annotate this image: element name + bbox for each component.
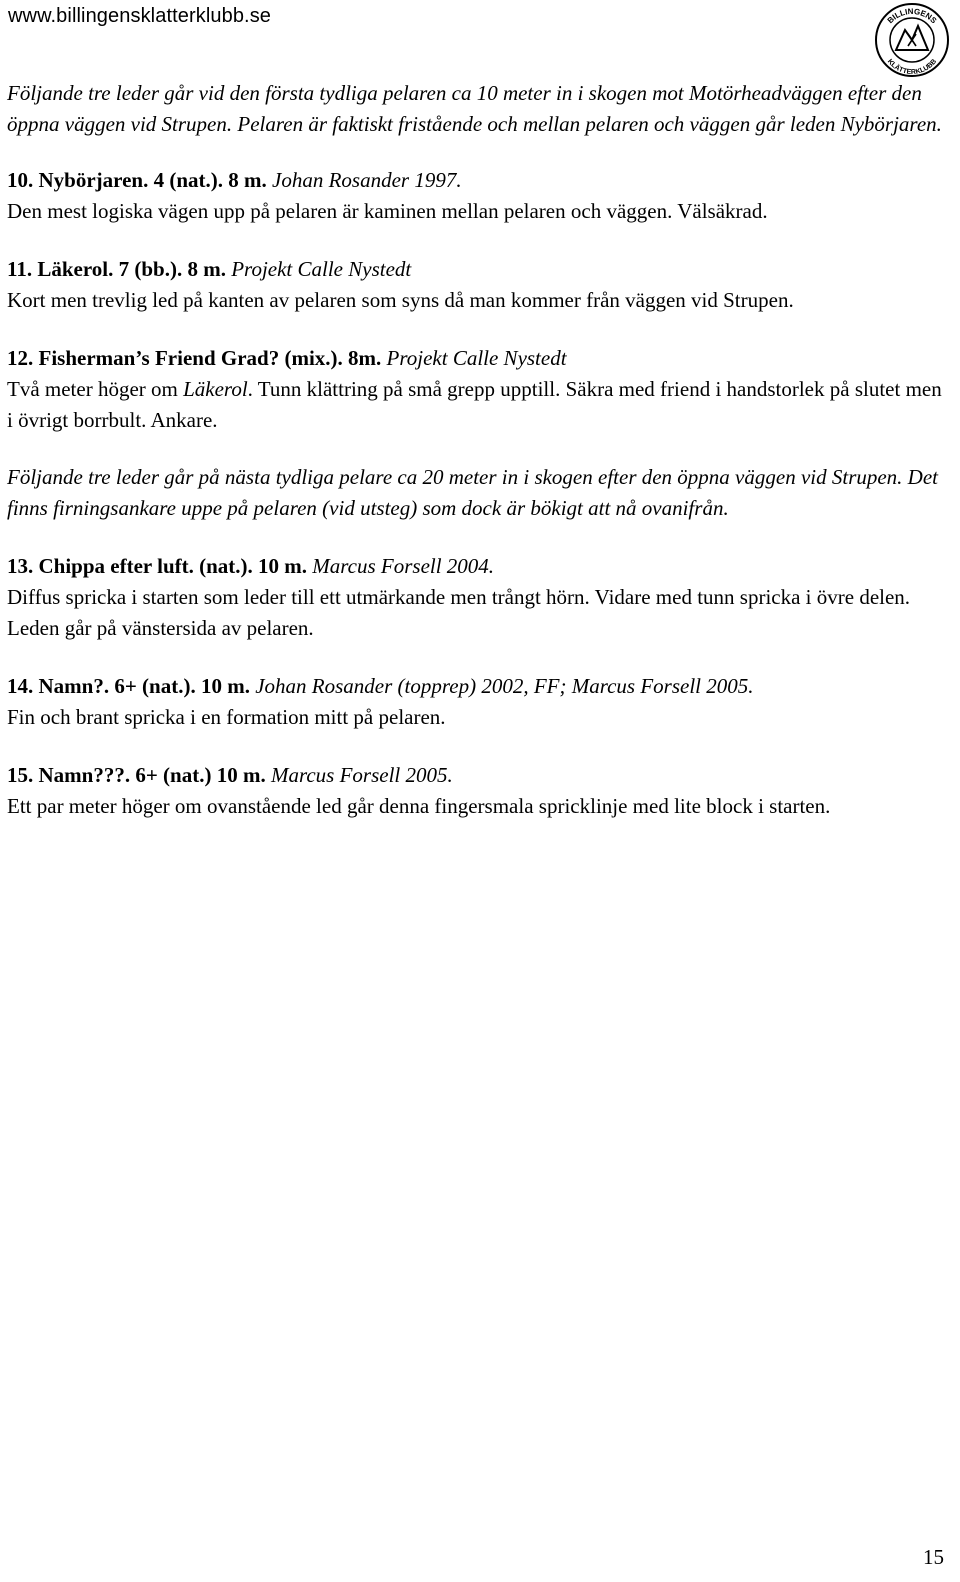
route-author: Johan Rosander (topprep) 2002, FF; Marcus Forsell 2005.	[255, 674, 754, 698]
document-body	[7, 78, 952, 822]
route-description	[7, 374, 952, 436]
route-description-text: Två meter höger om	[7, 377, 184, 401]
route-name: 10. Nybörjaren. 4 (nat.). 8 m.	[7, 168, 267, 192]
route-description: Kort men trevlig led på kanten av pelaren som syns då man kommer från väggen vid Strupen.	[7, 288, 794, 312]
route-description: Diffus spricka i starten som leder till ett utmärkande men trångt hörn. Vidare med tunn spricka i övre delen. Leden går på vänstersida av pelaren.	[7, 585, 911, 640]
route-header	[7, 165, 952, 196]
svg-text:KLÄTTERKLUBB	[886, 58, 938, 76]
route-description: Den mest logiska vägen upp på pelaren är kaminen mellan pelaren och väggen. Välsäkrad.	[7, 199, 768, 223]
route-name: 12. Fisherman’s Friend Grad? (mix.). 8m.	[7, 346, 382, 370]
route-header	[7, 254, 952, 285]
route-reference: Läkerol	[183, 377, 248, 401]
route-author: Marcus Forsell 2004.	[312, 554, 495, 578]
route-entry	[7, 671, 952, 733]
route-author: Marcus Forsell 2005.	[270, 763, 453, 787]
route-header	[7, 551, 952, 582]
route-description: Fin och brant spricka i en formation mitt på pelaren.	[7, 705, 446, 729]
route-author: Projekt Calle Nystedt	[386, 346, 567, 370]
intro-paragraph-2: Följande tre leder går på nästa tydliga pelare ca 20 meter in i skogen efter den öppna väggen vid Strupen. Det finns firningsankare uppe på pelaren (vid utsteg) som dock är bökigt att nå ovanifrån.	[7, 465, 939, 520]
route-entry	[7, 254, 952, 316]
route-name: 13. Chippa efter luft. (nat.). 10 m.	[7, 554, 308, 578]
route-header	[7, 343, 952, 374]
club-logo-icon	[872, 0, 952, 80]
route-entry	[7, 551, 952, 644]
route-name: 15. Namn???. 6+ (nat.) 10 m.	[7, 763, 266, 787]
route-entry	[7, 760, 952, 822]
route-entry	[7, 165, 952, 227]
intro-paragraph-1: Följande tre leder går vid den första tydliga pelaren ca 10 meter in i skogen mot Motörheadväggen efter den öppna väggen vid Strupen. Pelaren är faktiskt fristående och mellan pelaren och väggen går leden Nybörjaren.	[7, 81, 942, 136]
route-name: 14. Namn?. 6+ (nat.). 10 m.	[7, 674, 250, 698]
logo-text-top: BILLINGENS	[885, 6, 939, 26]
page-number: 15	[923, 1545, 944, 1569]
route-description: Ett par meter höger om ovanstående led går denna fingersmala spricklinje med lite block i starten.	[7, 794, 831, 818]
route-entry	[7, 343, 952, 436]
route-author: Johan Rosander 1997.	[272, 168, 462, 192]
route-author: Projekt Calle Nystedt	[231, 257, 412, 281]
route-header	[7, 671, 952, 702]
site-url[interactable]: www.billingensklatterklubb.se	[8, 5, 272, 27]
route-header	[7, 760, 952, 791]
logo-text-bottom: KLÄTTERKLUBB	[885, 58, 939, 77]
route-description-text: . Tunn klättring på små grepp upptill. Säkra med friend i handstorlek på slutet men i övrigt borrbult. Ankare.	[7, 377, 942, 432]
route-name: 11. Läkerol. 7 (bb.). 8 m.	[7, 257, 226, 281]
